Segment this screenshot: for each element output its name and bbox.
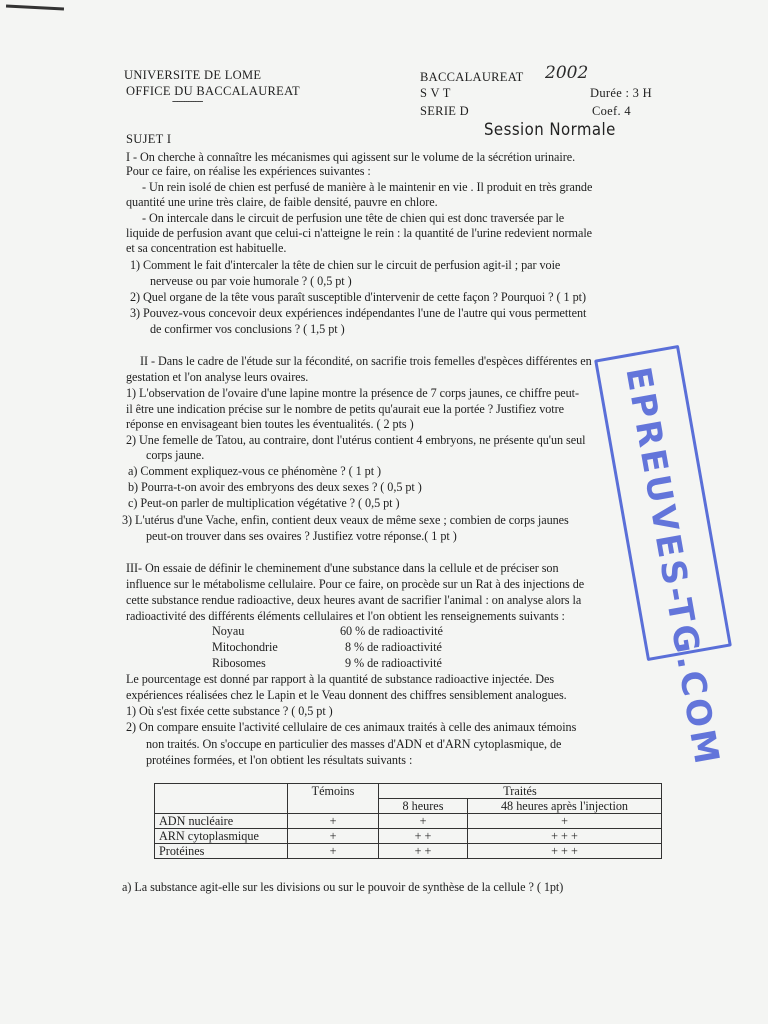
cell-temoins: + [288, 844, 379, 859]
text-line: expériences réalisées chez le Lapin et le Veau donnent des chiffres sensiblement analogues. [126, 688, 567, 702]
question-line: 1) L'observation de l'ovaire d'une lapine montre la présence de 7 corps jaunes, ce chiffre peut- [126, 386, 579, 400]
question-line: 3) Pouvez-vous concevoir deux expériences indépendantes l'une de l'autre qui vous permettent [130, 306, 587, 320]
text-line: réponse en envisageant bien toutes les éventualités. ( 2 pts ) [126, 417, 414, 431]
question-line: 1) Comment le fait d'intercaler la tête de chien sur le circuit de perfusion agit-il ; par voie [130, 258, 561, 272]
row-label: ADN nucléaire [155, 814, 288, 829]
text-line: Pour ce faire, on réalise les expériences suivantes : [126, 164, 371, 178]
question-line: b) Pourra-t-on avoir des embryons des deux sexes ? ( 0,5 pt ) [128, 480, 422, 494]
results-table [154, 783, 662, 859]
watermark-stamp [594, 345, 732, 770]
cell-48h: + + + [468, 829, 662, 844]
text-line: cette substance rendue radioactive, deux heures avant de sacrifier l'animal : on analyse alors la [126, 593, 582, 607]
text-line: de confirmer vos conclusions ? ( 1,5 pt ) [150, 322, 345, 336]
row-label: Protéines [155, 844, 288, 859]
radio-element-name: Noyau [212, 624, 245, 638]
table-row [155, 829, 662, 844]
header-temoins: Témoins [288, 784, 379, 814]
text-line: III- On essaie de définir le cheminement d'une substance dans la cellule et de préciser son [126, 561, 559, 575]
cell-temoins: + [288, 814, 379, 829]
exam-series: SERIE D [420, 104, 469, 118]
table-header-row [155, 784, 662, 799]
text-line: nerveuse ou par voie humorale ? ( 0,5 pt ) [150, 274, 352, 288]
question-line: 2) Une femelle de Tatou, au contraire, dont l'utérus contient 4 embryons, ne présente qu'un seul [126, 433, 586, 447]
question-line: 1) Où s'est fixée cette substance ? ( 0,5 pt ) [126, 704, 333, 718]
question-line: c) Peut-on parler de multiplication végétative ? ( 0,5 pt ) [128, 496, 400, 510]
exam-year: 2002 [545, 63, 589, 83]
text-line: - Un rein isolé de chien est perfusé de manière à le maintenir en vie . Il produit en très grande [142, 180, 593, 194]
exam-duration: Durée : 3 H [590, 86, 652, 100]
radio-element-value: 60 % de radioactivité [340, 624, 443, 638]
header-traites: Traités [379, 784, 662, 799]
text-line: gestation et l'on analyse leurs ovaires. [126, 370, 309, 384]
header-dashes: ------------- [172, 96, 203, 107]
cell-48h: + [468, 814, 662, 829]
cell-8h: + [379, 814, 468, 829]
text-line: non traités. On s'occupe en particulier des masses d'ADN et d'ARN cytoplasmique, de [146, 737, 562, 751]
text-line: I - On cherche à connaître les mécanismes qui agissent sur le volume de la sécrétion urinaire. [126, 150, 576, 164]
question-line: a) La substance agit-elle sur les divisions ou sur le pouvoir de synthèse de la cellule ? ( 1pt) [122, 880, 564, 894]
radio-element-name: Ribosomes [212, 656, 266, 670]
table-row [155, 814, 662, 829]
question-line: 2) Quel organe de la tête vous paraît susceptible d'intervenir de cette façon ? Pourquoi ? ( 1 pt) [130, 290, 586, 304]
text-line: influence sur le métabolisme cellulaire. Pour ce faire, on procède sur un Rat à des injections de [126, 577, 585, 591]
stamp-text: EPREUVES-TG.COM [617, 363, 728, 770]
university-name: UNIVERSITE DE LOME [124, 68, 262, 82]
header-8h: 8 heures [379, 799, 468, 814]
text-line: il être une indication précise sur le nombre de petits qu'aurait eue la portée ? Justifiez votre [126, 402, 565, 416]
text-line: radioactivité des différents éléments cellulaires et l'on obtient les renseignements suivants : [126, 609, 565, 623]
text-line: et sa concentration est habituelle. [126, 241, 287, 255]
text-line: peut-on trouver dans ses ovaires ? Justifiez votre réponse.( 1 pt ) [146, 529, 457, 543]
radio-element-value: 8 % de radioactivité [345, 640, 442, 654]
question-line: a) Comment expliquez-vous ce phénomène ? ( 1 pt ) [128, 464, 382, 478]
text-line: Le pourcentage est donné par rapport à la quantité de substance radioactive injectée. Des [126, 672, 555, 686]
text-line: - On intercale dans le circuit de perfusion une tête de chien qui est donc traversée par le [142, 211, 565, 225]
text-line: protéines formées, et l'on obtient les résultats suivants : [146, 753, 413, 767]
exam-coefficient: Coef. 4 [592, 104, 631, 118]
header-48h: 48 heures après l'injection [468, 799, 662, 814]
cell-48h: + + + [468, 844, 662, 859]
cell-8h: + + [379, 829, 468, 844]
table-corner-cell [155, 784, 288, 814]
exam-title: BACCALAUREAT [420, 70, 524, 84]
text-line: corps jaune. [146, 448, 205, 462]
row-label: ARN cytoplasmique [155, 829, 288, 844]
text-line: liquide de perfusion avant que celui-ci n'atteigne le rein : la quantité de l'urine redevient normale [126, 226, 593, 240]
subject-label: SUJET I [126, 132, 172, 146]
text-line: quantité une urine très claire, de faible densité, pauvre en chlore. [126, 195, 438, 209]
exam-subject: S V T [420, 86, 451, 100]
question-line: 2) On compare ensuite l'activité cellulaire de ces animaux traités à celle des animaux témoins [126, 720, 577, 734]
session-label: Session Normale [484, 120, 616, 140]
radio-element-name: Mitochondrie [212, 640, 278, 654]
pen-mark [6, 4, 64, 10]
cell-8h: + + [379, 844, 468, 859]
office-name: OFFICE DU BACCALAUREAT [126, 84, 300, 98]
cell-temoins: + [288, 829, 379, 844]
radio-element-value: 9 % de radioactivité [345, 656, 442, 670]
table-row [155, 844, 662, 859]
text-line: II - Dans le cadre de l'étude sur la fécondité, on sacrifie trois femelles d'espèces différentes en [140, 354, 592, 368]
question-line: 3) L'utérus d'une Vache, enfin, contient deux veaux de même sexe ; combien de corps jaunes [122, 513, 569, 527]
